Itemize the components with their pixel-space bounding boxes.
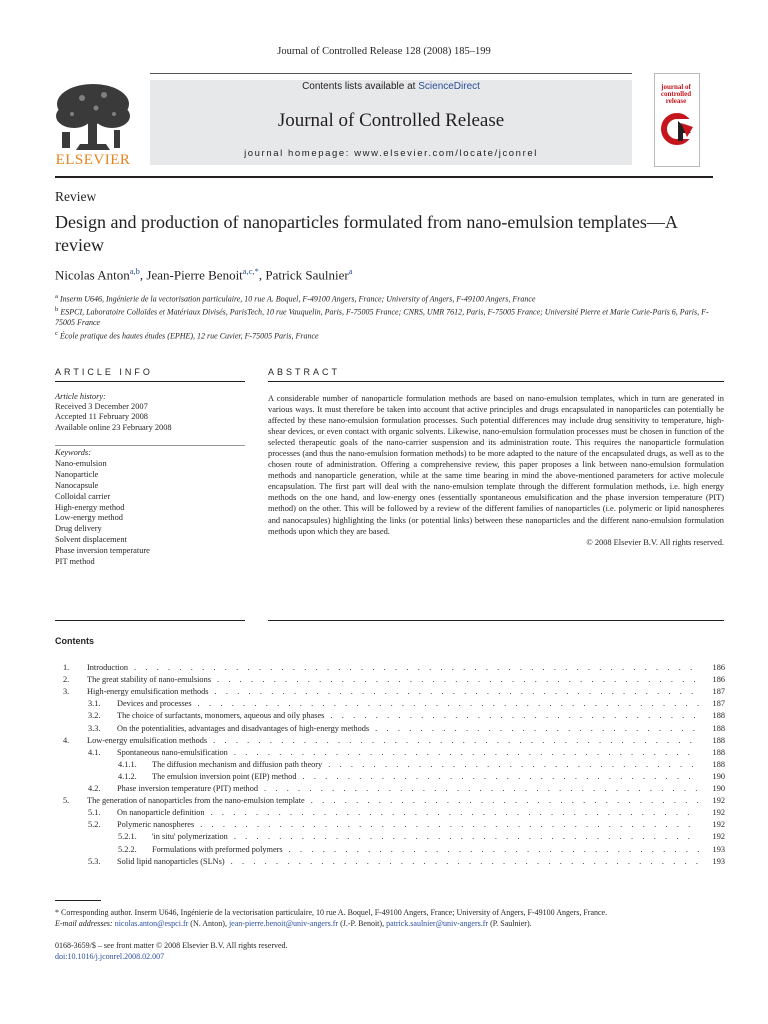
toc-entry[interactable]: [118, 772, 725, 784]
toc-entry-page: 186: [712, 675, 725, 685]
toc-entry[interactable]: [88, 820, 725, 832]
toc-leader-dots: [198, 699, 699, 708]
toc-entry[interactable]: [88, 784, 725, 796]
email-addresses: [55, 918, 735, 929]
toc-leader-dots: [234, 748, 699, 757]
affiliation-mark: a: [55, 293, 58, 300]
toc-entry-number: 4.: [63, 735, 70, 745]
article-info-bottom-rule: [55, 620, 245, 621]
affiliation-a: [55, 292, 725, 305]
toc-entry[interactable]: [63, 663, 725, 675]
affiliations: [55, 292, 725, 342]
toc-entry[interactable]: [63, 675, 725, 687]
elsevier-wordmark: ELSEVIER: [55, 152, 131, 168]
journal-title: Journal of Controlled Release: [277, 110, 505, 131]
abstract-bottom-rule: [268, 620, 724, 621]
toc-leader-dots: [217, 675, 699, 684]
toc-entry-page: 187: [712, 687, 725, 697]
corresponding-author-note: * Corresponding author. Inserm U646, Ingénierie de la vectorisation particulaire, 10 rue A. Boquel, F-49100 Angers, France; University of Angers, F-49100 Angers, France.: [55, 908, 608, 917]
email-link[interactable]: nicolas.anton@espci.fr: [114, 919, 189, 928]
keyword: Solvent displacement: [55, 535, 127, 545]
history-online: Available online 23 February 2008: [55, 422, 172, 432]
history-accepted: Accepted 11 February 2008: [55, 412, 148, 422]
toc-entry[interactable]: [88, 711, 725, 723]
issn-doi-block: [55, 940, 288, 962]
toc-entry-page: 187: [712, 699, 725, 709]
abstract-rule: [268, 381, 724, 382]
contents-prefix: Contents lists available at: [302, 81, 419, 92]
toc-leader-dots: [231, 857, 699, 866]
toc-entry-page: 192: [712, 808, 725, 818]
toc-entry-number: 3.1.: [88, 699, 101, 709]
toc-entry-label: Formulations with preformed polymers: [152, 844, 283, 854]
email-link[interactable]: patrick.saulnier@univ-angers.fr: [386, 919, 489, 928]
toc-entry[interactable]: [88, 699, 725, 711]
journal-cover-cr-logo: [661, 107, 695, 147]
toc-leader-dots: [330, 711, 699, 720]
sciencedirect-link[interactable]: ScienceDirect: [418, 81, 480, 92]
toc-entry-label: Low-energy emulsification methods: [87, 735, 208, 745]
toc-entry-number: 1.: [63, 663, 70, 672]
toc-leader-dots: [264, 784, 699, 793]
toc-entry-number: 3.3.: [88, 723, 101, 733]
author-affiliation-mark[interactable]: a,b: [129, 266, 140, 276]
toc-entry-number: 4.2.: [88, 784, 101, 793]
toc-leader-dots: [213, 736, 699, 745]
keyword: Nano-emulsion: [55, 458, 107, 468]
toc-leader-dots: [234, 832, 699, 841]
toc-entry-label: The choice of surfactants, monomers, aqueous and oily phases: [117, 711, 325, 721]
toc-entry-number: 5.1.: [88, 808, 101, 818]
journal-cover-title: journal of controlled release: [660, 83, 692, 105]
keyword: Colloidal carrier: [55, 491, 111, 501]
toc-entry[interactable]: [118, 760, 725, 772]
email-owner: (N. Anton),: [188, 919, 229, 928]
toc-entry-page: 192: [712, 832, 725, 842]
toc-entry-number: 5.2.2.: [118, 844, 137, 854]
toc-leader-dots: [328, 760, 699, 769]
affiliation-mark: c: [55, 329, 58, 337]
email-owner: (J.-P. Benoit),: [338, 919, 387, 928]
toc-entry-label: Polymeric nanospheres: [117, 820, 195, 830]
article-type: Review: [55, 189, 97, 204]
author-separator: ,: [258, 267, 266, 283]
toc-entry[interactable]: [63, 796, 725, 808]
toc-entry-number: 5.2.: [88, 820, 101, 830]
toc-leader-dots: [211, 808, 699, 817]
toc-entry-label: Spontaneous nano-emulsification: [117, 747, 228, 757]
toc-entry-page: 188: [712, 711, 725, 721]
author-affiliation-mark[interactable]: a,c,*: [242, 266, 259, 276]
toc-entry-page: 193: [712, 844, 725, 854]
author-list: [55, 266, 353, 283]
toc-entry-page: 193: [712, 856, 725, 866]
header-top-rule: [150, 73, 632, 74]
toc-entry-page: 190: [712, 771, 725, 781]
toc-entry-page: 186: [712, 663, 725, 672]
toc-entry-number: 2.: [63, 675, 70, 685]
toc-entry[interactable]: [88, 724, 725, 736]
toc-entry[interactable]: [118, 845, 725, 857]
toc-entry-page: 192: [712, 820, 725, 830]
toc-leader-dots: [200, 820, 699, 829]
author-name: Nicolas Anton: [55, 267, 130, 283]
toc-entry[interactable]: [88, 748, 725, 760]
toc-leader-dots: [302, 772, 699, 781]
article-history-label: Article history:: [55, 392, 106, 401]
author-separator: ,: [139, 267, 147, 283]
email-label: E-mail addresses:: [55, 919, 113, 928]
toc-entry-label: Devices and processes: [117, 699, 192, 709]
issn-line: 0168-3659/$ – see front matter © 2008 Elsevier B.V. All rights reserved.: [55, 941, 288, 950]
toc-entry-number: 4.1.2.: [118, 771, 137, 781]
journal-homepage[interactable]: journal homepage: www.elsevier.com/locate/jconrel: [244, 148, 538, 159]
toc-entry[interactable]: [118, 832, 725, 844]
abstract-copyright: © 2008 Elsevier B.V. All rights reserved.: [586, 537, 724, 547]
author-name: Jean-Pierre Benoit: [146, 267, 243, 283]
toc-entry-label: High-energy emulsification methods: [87, 687, 209, 697]
toc-entry-page: 188: [712, 735, 725, 745]
abstract-heading: ABSTRACT: [268, 367, 341, 377]
toc-entry-page: 190: [712, 784, 725, 793]
toc-entry-number: 3.2.: [88, 711, 101, 721]
toc-leader-dots: [311, 796, 699, 805]
email-owner: (P. Saulnier).: [488, 919, 532, 928]
header-bottom-rule: [55, 176, 713, 178]
email-link[interactable]: jean-pierre.benoit@univ-angers.fr: [228, 919, 339, 928]
toc-leader-dots: [215, 687, 699, 696]
keywords-divider: [55, 445, 245, 446]
toc-entry[interactable]: [88, 808, 725, 820]
contents-available-line: [150, 81, 632, 92]
toc-entry-label: Introduction: [87, 663, 129, 672]
toc-entry-page: 188: [712, 759, 725, 769]
keyword: Nanoparticle: [55, 469, 99, 479]
keyword: Drug delivery: [55, 524, 102, 534]
keyword: High-energy method: [55, 502, 125, 512]
toc-entry-number: 5.: [63, 796, 70, 806]
affiliation-text: ESPCI, Laboratoire Colloïdes et Matériaux Divisés, ParisTech, 10 rue Vauquelin, Paris, F-75005 France; CNRS, UMR 7612, Paris, F-75005 France; Université Pierre et Marie Curie-Paris 6, Paris, F-75005 France: [55, 307, 709, 328]
contents-title: Contents: [55, 636, 94, 646]
toc-entry-number: 5.2.1.: [118, 832, 137, 842]
affiliation-text: École pratique des hautes études (EPHE), 12 rue Cuvier, F-75005 Paris, France: [59, 331, 319, 341]
toc-entry-page: 188: [712, 723, 725, 733]
toc-entry-page: 188: [712, 747, 725, 757]
keyword: PIT method: [55, 557, 95, 567]
affiliation-c: [55, 329, 725, 342]
keyword: Phase inversion temperature: [55, 546, 150, 556]
affiliation-b: [55, 305, 725, 329]
article-history: [55, 392, 245, 433]
toc-entry-page: 192: [712, 796, 725, 806]
author-name: Patrick Saulnier: [265, 267, 349, 283]
toc-entry-label: On the potentialities, advantages and disadvantages of high-energy methods: [117, 723, 370, 733]
abstract-text: A considerable number of nanoparticle formulation methods are based on nano-emulsion templates, which in turn are generated in various ways. It must therefore be taken into account that active principles and drugs encapsulated in nanoparticles can potentially be affected by these nano-emulsion formulation processes. Such potential differences may include drug sensitivity to temperature, high-shear devices, or even contact with organic solvents. Likewise, nano-emulsion formulation processes must be chosen in function of the selected therapeutic goals of the nano-carrier suspension and its administration route. This requires the nanoparticle formulation processes (and thus the nano-emulsion formation methods) to be more adapted to the nature of the encapsulated drugs, as well as to the chosen route of administration. Offering a comprehensive review, this paper proposes a link between nano-emulsion formulation methods and nanoparticle generation, while at the same time bearing in mind the above-mentioned parameters for active molecule encapsulation. The first part will deal with the nano-emulsion template through the different formulation methods, i.e. high energy methods on the one hand, and low-energy ones (essentially spontaneous emulsification and the phase inversion temperature (PIT) method) on the other. This will be followed by a review of the different families of nanoparticles (i.e. polymeric or lipid nanospheres and nanocapsules) highlighting the links (or potential links) between these nanoparticles and the different nano-emulsion formulation methods upon which they are based.: [268, 394, 724, 536]
toc-entry-label: The great stability of nano-emulsions: [87, 675, 211, 685]
toc-entry-label: Solid lipid nanoparticles (SLNs): [117, 856, 225, 866]
toc-entry-number: 5.3.: [88, 856, 101, 866]
affiliation-mark: b: [55, 306, 59, 314]
abstract-body: [268, 393, 724, 548]
keywords-label: Keywords:: [55, 448, 91, 457]
toc-entry-label: On nanoparticle definition: [117, 808, 205, 818]
keywords: [55, 448, 245, 568]
toc-entry-number: 4.1.1.: [118, 759, 137, 769]
toc-entry[interactable]: [63, 736, 725, 748]
toc-entry[interactable]: [88, 857, 725, 869]
footnotes: [55, 907, 735, 929]
paper-title: Design and production of nanoparticles formulated from nano-emulsion templates—A review: [55, 212, 677, 255]
toc-entry-number: 3.: [63, 687, 70, 697]
journal-reference: Journal of Controlled Release 128 (2008) 185–199: [277, 46, 491, 57]
toc-entry-label: The generation of nanoparticles from the nano-emulsion template: [87, 796, 305, 806]
footnote-rule: [55, 900, 101, 901]
history-received: Received 3 December 2007: [55, 402, 148, 412]
author-affiliation-mark[interactable]: a: [348, 266, 353, 276]
article-info-rule: [55, 381, 245, 382]
toc-leader-dots: [289, 845, 699, 854]
keyword: Nanocapsule: [55, 480, 99, 490]
toc-entry-label: The diffusion mechanism and diffusion path theory: [152, 759, 323, 769]
toc-entry[interactable]: [63, 687, 725, 699]
keyword: Low-energy method: [55, 513, 123, 523]
toc-leader-dots: [134, 663, 699, 672]
affiliation-text: Inserm U646, Ingénierie de la vectorisation particulaire, 10 rue A. Boquel, F-49100 Angers, France; University of Angers, F-49100 Angers, France: [59, 294, 536, 304]
toc-entry-label: 'in situ' polymerization: [152, 832, 228, 842]
doi-link[interactable]: doi:10.1016/j.jconrel.2008.02.007: [55, 952, 165, 961]
toc-entry-label: The emulsion inversion point (EIP) method: [152, 771, 297, 781]
article-info-heading: ARTICLE INFO: [55, 367, 153, 377]
toc-entry-label: Phase inversion temperature (PIT) method: [117, 784, 259, 793]
toc-leader-dots: [375, 724, 699, 733]
toc-entry-number: 4.1.: [88, 747, 101, 757]
